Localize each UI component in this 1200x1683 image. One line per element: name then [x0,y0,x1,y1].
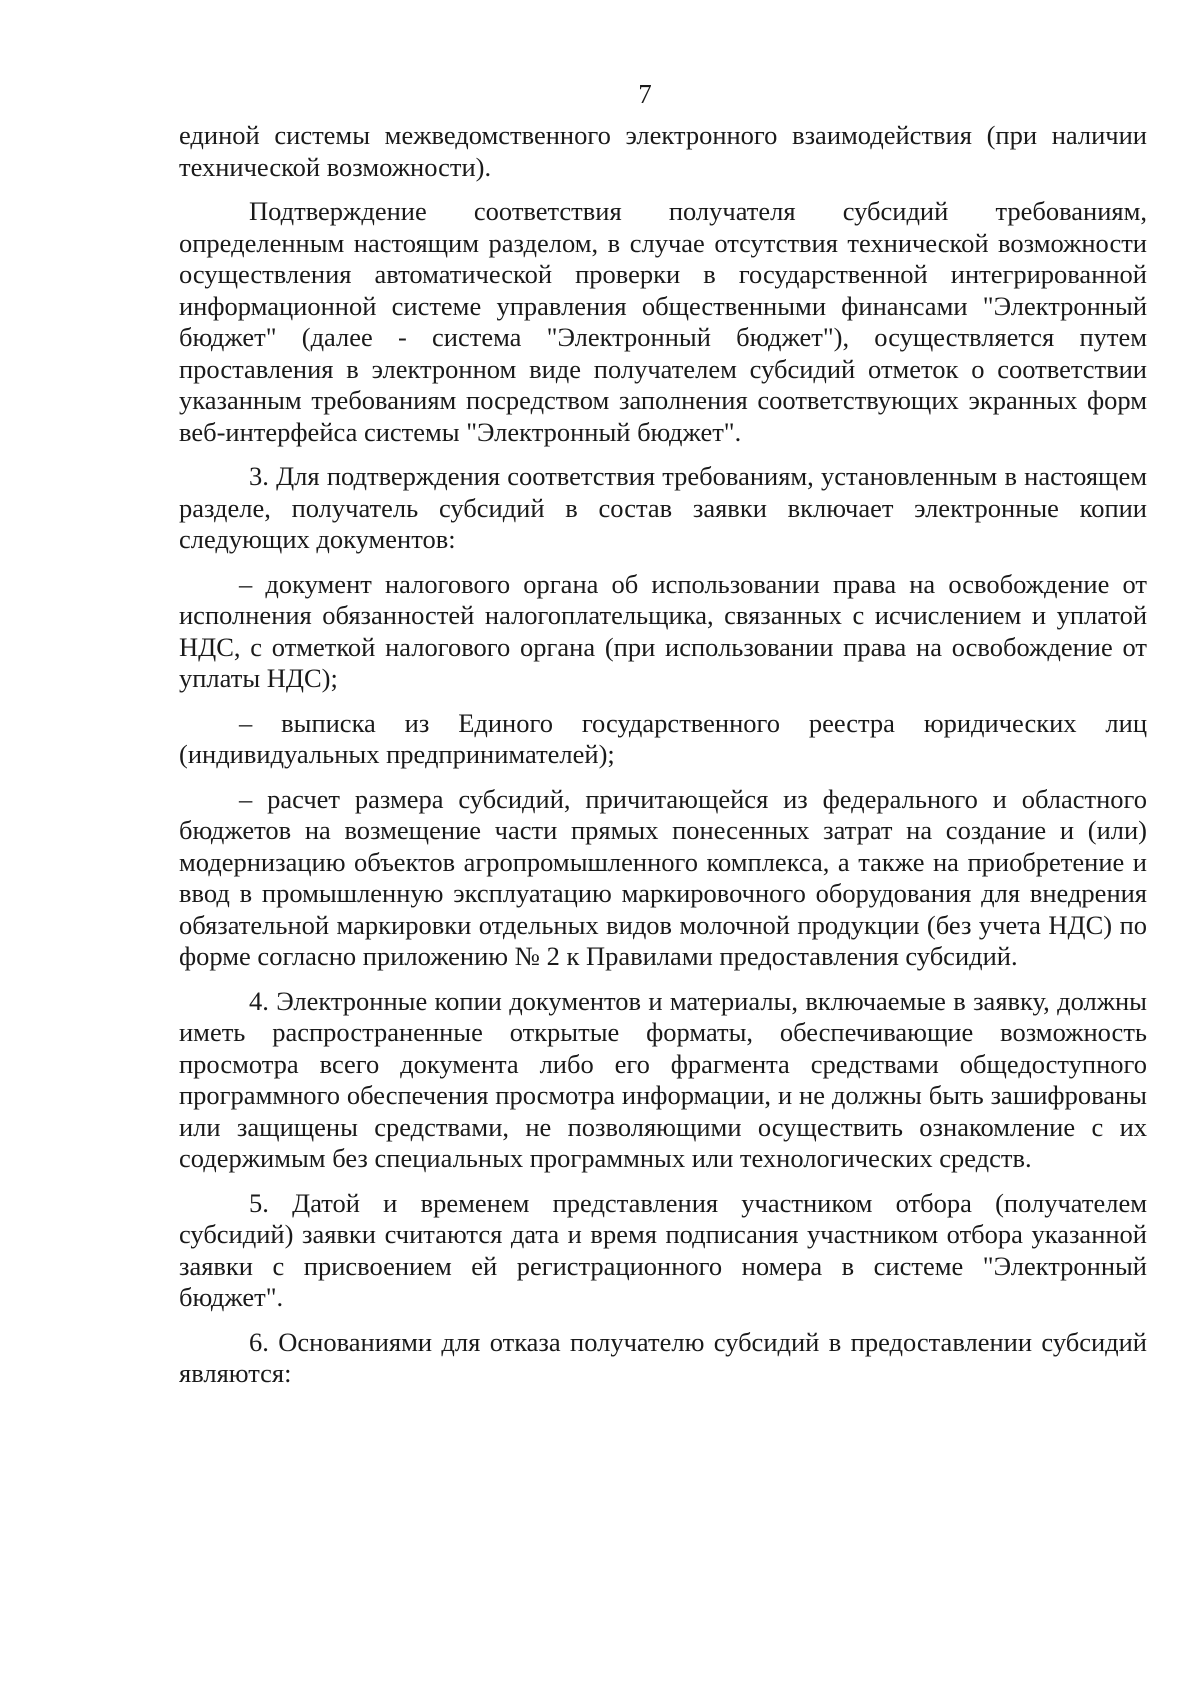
page-number: 7 [638,79,652,109]
list-item-tax-document: – документ налогового органа об использовании права на освобождение от исполнения обязанностей налогоплательщика, связанных с исчислением и уплатой НДС, с отметкой налогового органа (при использовании права на освобождение от уплаты НДС); [179,568,1147,693]
list-item-subsidy-calculation: – расчет размера субсидий, причитающейся из федерального и областного бюджетов на возмещение части прямых понесенных затрат на создание и (или) модернизацию объектов агропромышленного комплекса, а также на приобретение и ввод в промышленную эксплуатацию маркировочного оборудования для внедрения обязательной маркировки отдельных видов молочной продукции (без учета НДС) по форме согласно приложению № 2 к Правилами предоставления субсидий. [179,783,1147,971]
paragraph-item-6: 6. Основаниями для отказа получателю субсидий в предоставлении субсидий являются: [179,1326,1147,1388]
document-body [179,120,1147,1403]
list-item-registry-extract: – выписка из Единого государственного реестра юридических лиц (индивидуальных предпринимателей); [179,707,1147,769]
paragraph-item-5: 5. Датой и временем представления участником отбора (получателем субсидий) заявки считаются дата и время подписания участником отбора указанной заявки с присвоением ей регистрационного номера в системе "Электронный бюджет". [179,1187,1147,1312]
paragraph-item-3: 3. Для подтверждения соответствия требованиям, установленным в настоящем разделе, получатель субсидий в состав заявки включает электронные копии следующих документов: [179,461,1147,554]
paragraph-continuation: единой системы межведомственного электронного взаимодействия (при наличии технической возможности). [179,120,1147,182]
paragraph-confirmation: Подтверждение соответствия получателя субсидий требованиям, определенным настоящим разделом, в случае отсутствия технической возможности осуществления автоматической проверки в государственной интегрированной информационной системе управления общественными финансами "Электронный бюджет" (далее - система "Электронный бюджет"), осуществляется путем проставления в электронном виде получателем субсидий отметок о соответствии указанным требованиям посредством заполнения соответствующих экранных форм веб-интерфейса системы "Электронный бюджет". [179,196,1147,447]
paragraph-item-4: 4. Электронные копии документов и материалы, включаемые в заявку, должны иметь распространенные открытые форматы, обеспечивающие возможность просмотра всего документа либо его фрагмента средствами общедоступного программного обеспечения просмотра информации, и не должны быть зашифрованы или защищены средствами, не позволяющими осуществить ознакомление с их содержимым без специальных программных или технологических средств. [179,985,1147,1173]
